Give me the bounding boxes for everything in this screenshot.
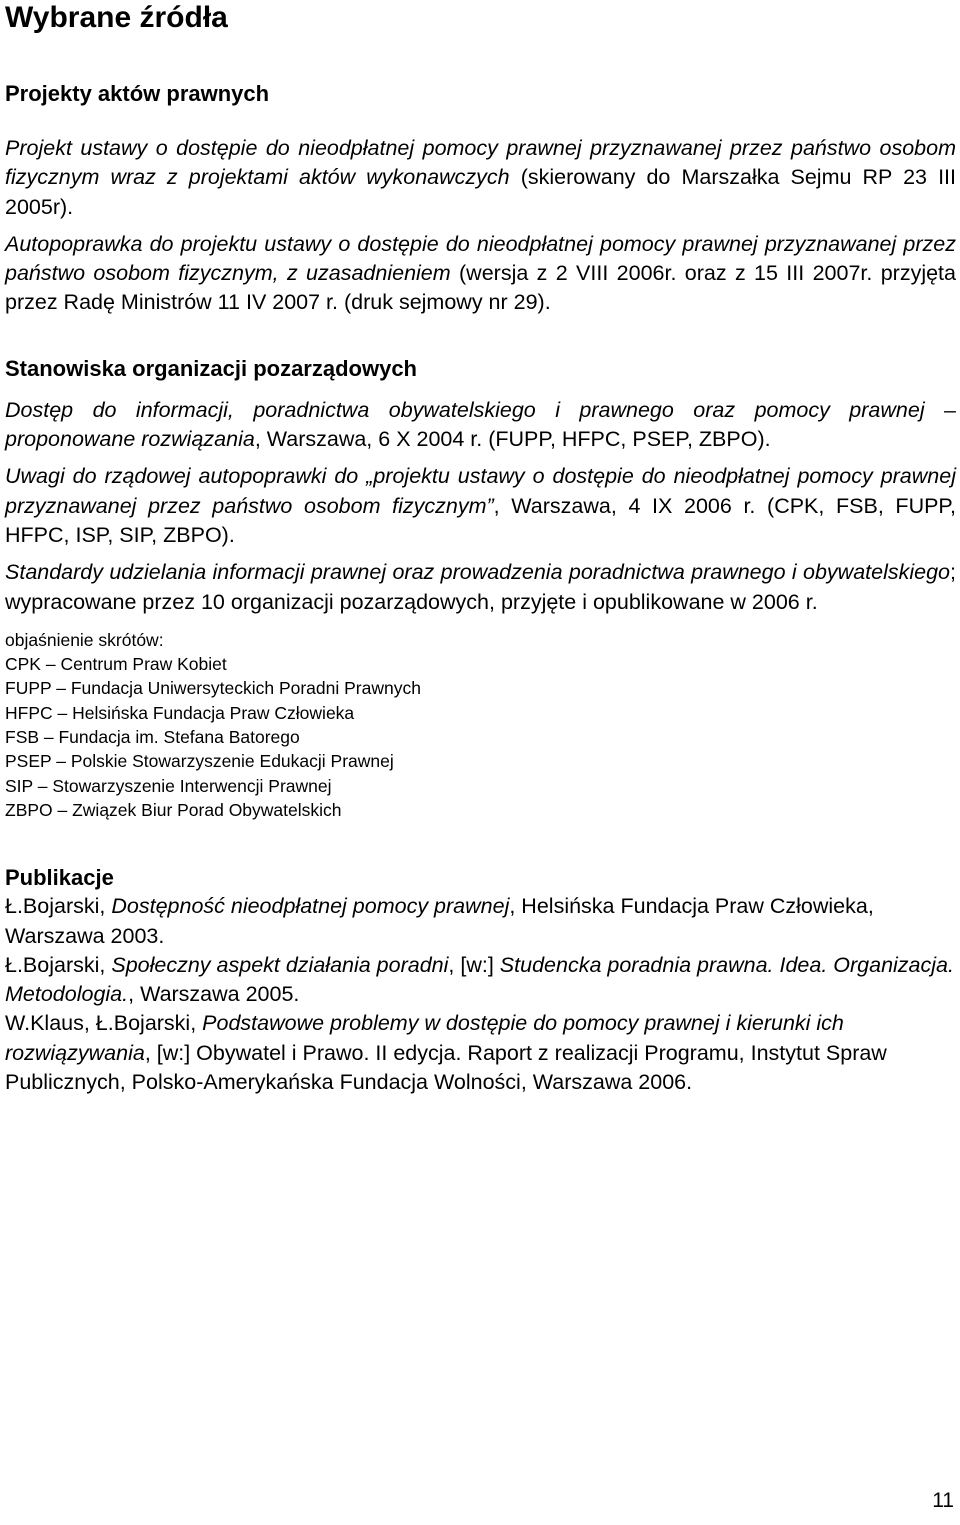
publication-item-1-title: Dostępność nieodpłatnej pomocy prawnej	[111, 894, 510, 919]
ngo-item-2-title: Uwagi do rządowej autopoprawki do „projektu ustawy o dostępie do nieodpłatnej pomocy prawnej przyznawanej przez państwo osobom fizycznym”	[5, 464, 956, 518]
abbreviation-item: PSEP – Polskie Stowarzyszenie Edukacji Prawnej	[5, 751, 394, 772]
publication-item-1-author: Ł.Bojarski,	[5, 894, 112, 919]
ngo-item-1-details: , Warszawa, 6 X 2004 r. (FUPP, HFPC, PSEP, ZBPO).	[254, 427, 771, 452]
abbreviation-item: FUPP – Fundacja Uniwersyteckich Poradni Prawnych	[5, 678, 421, 699]
abbreviation-item: SIP – Stowarzyszenie Interwencji Prawnej	[5, 775, 332, 796]
publication-item-2-author: Ł.Bojarski,	[5, 952, 112, 977]
act-item-2-details: (wersja z 2 VIII 2006r. oraz z 15 III 2007r. przyjęta przez Radę Ministrów 11 IV 2007 r. (druk sejmowy nr 29).	[5, 261, 956, 315]
publication-item-2-title: Społeczny aspekt działania poradni	[111, 952, 449, 977]
document-page	[5, 0, 956, 1097]
publication-item-1-details: , Helsińska Fundacja Praw Człowieka, Warszawa 2003.	[5, 894, 874, 948]
publication-item-2	[5, 951, 956, 1010]
publication-item-3-details: , [w:] Obywatel i Prawo. II edycja. Raport z realizacji Programu, Instytut Spraw Publicznych, Polsko-Amerykańska Fundacja Wolności, Warszawa 2006.	[5, 1040, 887, 1095]
abbreviation-item: CPK – Centrum Praw Kobiet	[5, 654, 227, 675]
abbreviation-item: HFPC – Helsińska Fundacja Praw Człowieka	[5, 702, 355, 723]
ngo-item-3-details: ; wypracowane przez 10 organizacji pozarządowych, przyjęte i opublikowane w 2006 r.	[5, 560, 956, 614]
ngo-item-3-title: Standardy udzielania informacji prawnej oraz prowadzenia poradnictwa prawnego i obywatelskiego	[5, 560, 951, 585]
abbreviation-item: ZBPO – Związek Biur Porad Obywatelskich	[5, 799, 342, 820]
publication-item-3-title: Podstawowe problemy w dostępie do pomocy prawnej i kierunki ich rozwiązywania	[5, 1011, 844, 1065]
section-heading-publications: Publikacje	[5, 865, 114, 891]
act-item-2	[5, 230, 956, 318]
publication-item-3	[5, 1009, 956, 1097]
abbreviation-item: FSB – Fundacja im. Stefana Batorego	[5, 727, 300, 748]
act-item-2-title: Autopoprawka do projektu ustawy o dostępie do nieodpłatnej pomocy prawnej przyznawanej przez państwo osobom fizycznym, z uzasadnieniem	[5, 231, 956, 286]
abbreviations-heading: objaśnienie skrótów:	[5, 629, 164, 650]
publication-item-2-details: , Warszawa 2005.	[128, 982, 300, 1007]
page-number: 11	[932, 1489, 954, 1512]
abbreviations-list	[5, 652, 956, 822]
section-heading-ngo: Stanowiska organizacji pozarządowych	[5, 355, 417, 381]
act-item-1-title: Projekt ustawy o dostępie do nieodpłatnej pomocy prawnej przyznawanej przez państwo osobom fizycznym wraz z projektami aktów wykonawczych	[5, 136, 956, 190]
ngo-item-1	[5, 396, 956, 455]
act-item-1	[5, 134, 956, 222]
publication-item-2-in: , [w:]	[448, 952, 500, 977]
publication-item-2-book: Studencka poradnia prawna. Idea. Organizacja. Metodologia.	[5, 952, 954, 1007]
ngo-item-3	[5, 558, 956, 617]
publication-item-3-authors: W.Klaus, Ł.Bojarski,	[5, 1011, 203, 1036]
act-item-1-details: (skierowany do Marszałka Sejmu RP 23 III 2005r).	[5, 165, 956, 219]
ngo-item-1-title: Dostęp do informacji, poradnictwa obywatelskiego i prawnego oraz pomocy prawnej – proponowane rozwiązania	[5, 397, 956, 452]
ngo-item-2	[5, 462, 956, 550]
ngo-item-2-details: , Warszawa, 4 IX 2006 r. (CPK, FSB, FUPP, HFPC, ISP, SIP, ZBPO).	[5, 493, 956, 547]
section-heading-acts: Projekty aktów prawnych	[5, 81, 270, 106]
page-title: Wybrane źródła	[5, 1, 228, 34]
publication-item-1	[5, 892, 956, 951]
